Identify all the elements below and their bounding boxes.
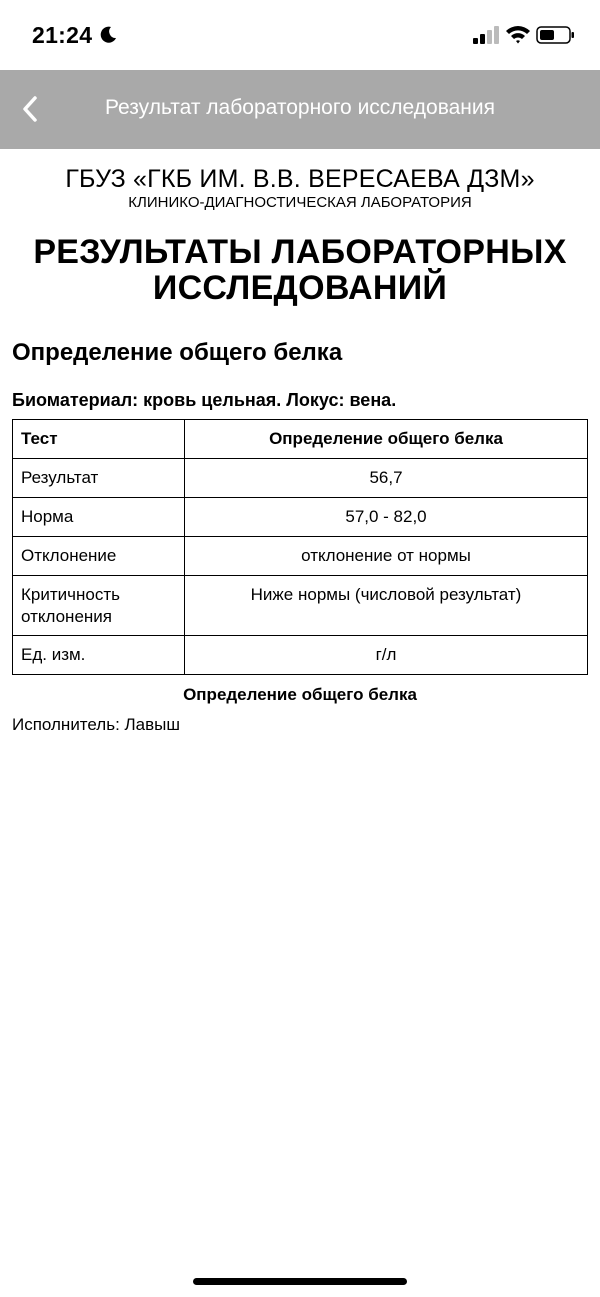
status-time: 21:24 bbox=[32, 22, 93, 48]
lab-result-document bbox=[12, 150, 588, 736]
row-label-criticality: Критичность отклонения bbox=[13, 576, 185, 636]
navigation-bar bbox=[0, 70, 600, 149]
test-name-heading: Определение общего белка bbox=[12, 339, 343, 366]
document-title-line-1: РЕЗУЛЬТАТЫ ЛАБОРАТОРНЫХ bbox=[33, 233, 567, 271]
header-label-cell: Тест bbox=[13, 420, 185, 459]
table-row bbox=[13, 576, 588, 636]
home-indicator[interactable] bbox=[193, 1278, 407, 1285]
laboratory-name: КЛИНИКО-ДИАГНОСТИЧЕСКАЯ ЛАБОРАТОРИЯ bbox=[128, 194, 472, 211]
nav-title: Результат лабораторного исследования bbox=[104, 96, 496, 119]
table-row bbox=[13, 537, 588, 576]
row-label-norm: Норма bbox=[13, 498, 185, 537]
row-value-criticality: Ниже нормы (числовой результат) bbox=[185, 576, 588, 636]
document-title-line-2: ИССЛЕДОВАНИЙ bbox=[152, 269, 448, 307]
executor-info: Исполнитель: Лавыш bbox=[12, 715, 181, 734]
row-value-units: г/л bbox=[185, 636, 588, 675]
wifi-icon bbox=[505, 24, 531, 44]
table-row bbox=[13, 459, 588, 498]
row-label-deviation: Отклонение bbox=[13, 537, 185, 576]
battery-icon bbox=[536, 25, 576, 45]
organization-name: ГБУЗ «ГКБ ИМ. В.В. ВЕРЕСАЕВА ДЗМ» bbox=[65, 165, 535, 193]
table-header-row bbox=[13, 420, 588, 459]
row-label-units: Ед. изм. bbox=[13, 636, 185, 675]
cellular-signal-icon bbox=[472, 26, 500, 44]
document-title bbox=[12, 234, 588, 306]
table-caption: Определение общего белка bbox=[183, 685, 417, 704]
row-label-result: Результат bbox=[13, 459, 185, 498]
row-value-norm: 57,0 - 82,0 bbox=[185, 498, 588, 537]
row-value-result: 56,7 bbox=[185, 459, 588, 498]
status-bar bbox=[0, 0, 600, 70]
table-row bbox=[13, 636, 588, 675]
results-table bbox=[12, 419, 588, 675]
table-row bbox=[13, 498, 588, 537]
biomaterial-info: Биоматериал: кровь цельная. Локус: вена. bbox=[12, 390, 397, 410]
moon-icon bbox=[98, 25, 118, 45]
header-value-cell: Определение общего белка bbox=[185, 420, 588, 459]
row-value-deviation: отклонение от нормы bbox=[185, 537, 588, 576]
